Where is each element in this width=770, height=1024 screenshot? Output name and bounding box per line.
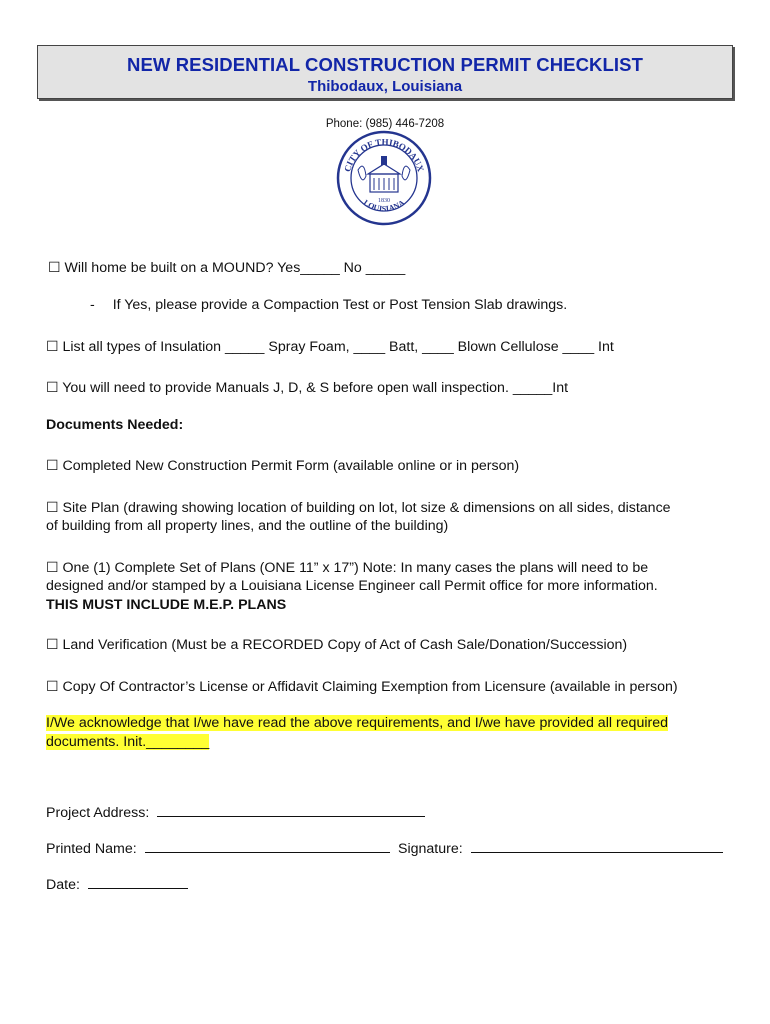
acknowledgement-line-2 [46, 733, 209, 752]
land-verification-item: ☐ Land Verification (Must be a RECORDED Copy of Act of Cash Sale/Donation/Succession) [46, 636, 628, 653]
svg-text:LOUISIANA: LOUISIANA [361, 198, 407, 214]
project-address-input[interactable] [157, 803, 425, 817]
project-address-label: Project Address: [46, 805, 150, 821]
land-verification-checkbox[interactable]: ☐ [46, 636, 59, 652]
permit-form-checkbox[interactable]: ☐ [46, 457, 59, 473]
page-title: NEW RESIDENTIAL CONSTRUCTION PERMIT CHECKLIST [127, 54, 643, 75]
insulation-checkbox[interactable]: ☐ [46, 338, 59, 354]
acknowledgement-line-1: I/We acknowledge that I/we have read the above requirements, and I/we have provided all required [46, 715, 668, 731]
contractor-license-checkbox[interactable]: ☐ [46, 678, 59, 694]
plans-item: ☐ One (1) Complete Set of Plans (ONE 11” x 17”) Note: In many cases the plans will need to be [46, 559, 649, 576]
printed-name-input[interactable] [145, 839, 390, 853]
manuals-question: ☐ You will need to provide Manuals J, D, & S before open wall inspection. _____Int [46, 379, 569, 396]
mound-note: - If Yes, please provide a Compaction Test or Post Tension Slab drawings. [90, 297, 568, 313]
documents-heading: Documents Needed: [46, 417, 184, 433]
phone-number: Phone: (985) 446-7208 [325, 118, 445, 130]
plans-checkbox[interactable]: ☐ [46, 559, 59, 575]
mound-checkbox[interactable]: ☐ [48, 259, 61, 275]
svg-text:CITY OF THIBODAUX: CITY OF THIBODAUX [342, 136, 426, 173]
plans-item-mep: THIS MUST INCLUDE M.E.P. PLANS [46, 597, 287, 613]
signature-input[interactable] [471, 839, 723, 853]
signature-label: Signature: [398, 841, 463, 857]
printed-name-field [46, 839, 390, 859]
project-address-field [46, 803, 425, 823]
date-field [46, 875, 188, 895]
insulation-question: ☐ List all types of Insulation _____ Spray Foam, ____ Batt, ____ Blown Cellulose ____ Int [46, 338, 614, 355]
mound-note-dash: - [90, 297, 95, 313]
acknowledgement-initials[interactable]: documents. Init.________ [46, 734, 210, 750]
title-box [37, 45, 733, 99]
plans-item-cont: designed and/or stamped by a Louisiana License Engineer call Permit office for more information. [46, 578, 658, 594]
signature-field [398, 839, 723, 859]
city-seal-logo [336, 130, 432, 226]
site-plan-item-cont: of building from all property lines, and the outline of the building) [46, 518, 449, 534]
printed-name-label: Printed Name: [46, 841, 137, 857]
date-label: Date: [46, 877, 80, 893]
contractor-license-item: ☐ Copy Of Contractor’s License or Affidavit Claiming Exemption from Licensure (available in person) [46, 678, 678, 695]
permit-form-item: ☐ Completed New Construction Permit Form (available online or in person) [46, 457, 520, 474]
svg-text:1830: 1830 [378, 198, 390, 204]
manuals-checkbox[interactable]: ☐ [46, 379, 59, 395]
site-plan-checkbox[interactable]: ☐ [46, 499, 59, 515]
site-plan-item: ☐ Site Plan (drawing showing location of building on lot, lot size & dimensions on all sides, distance [46, 499, 671, 516]
date-input[interactable] [88, 875, 188, 889]
mound-question: ☐ Will home be built on a MOUND? Yes_____ No _____ [48, 259, 406, 276]
page-subtitle: Thibodaux, Louisiana [307, 78, 463, 95]
